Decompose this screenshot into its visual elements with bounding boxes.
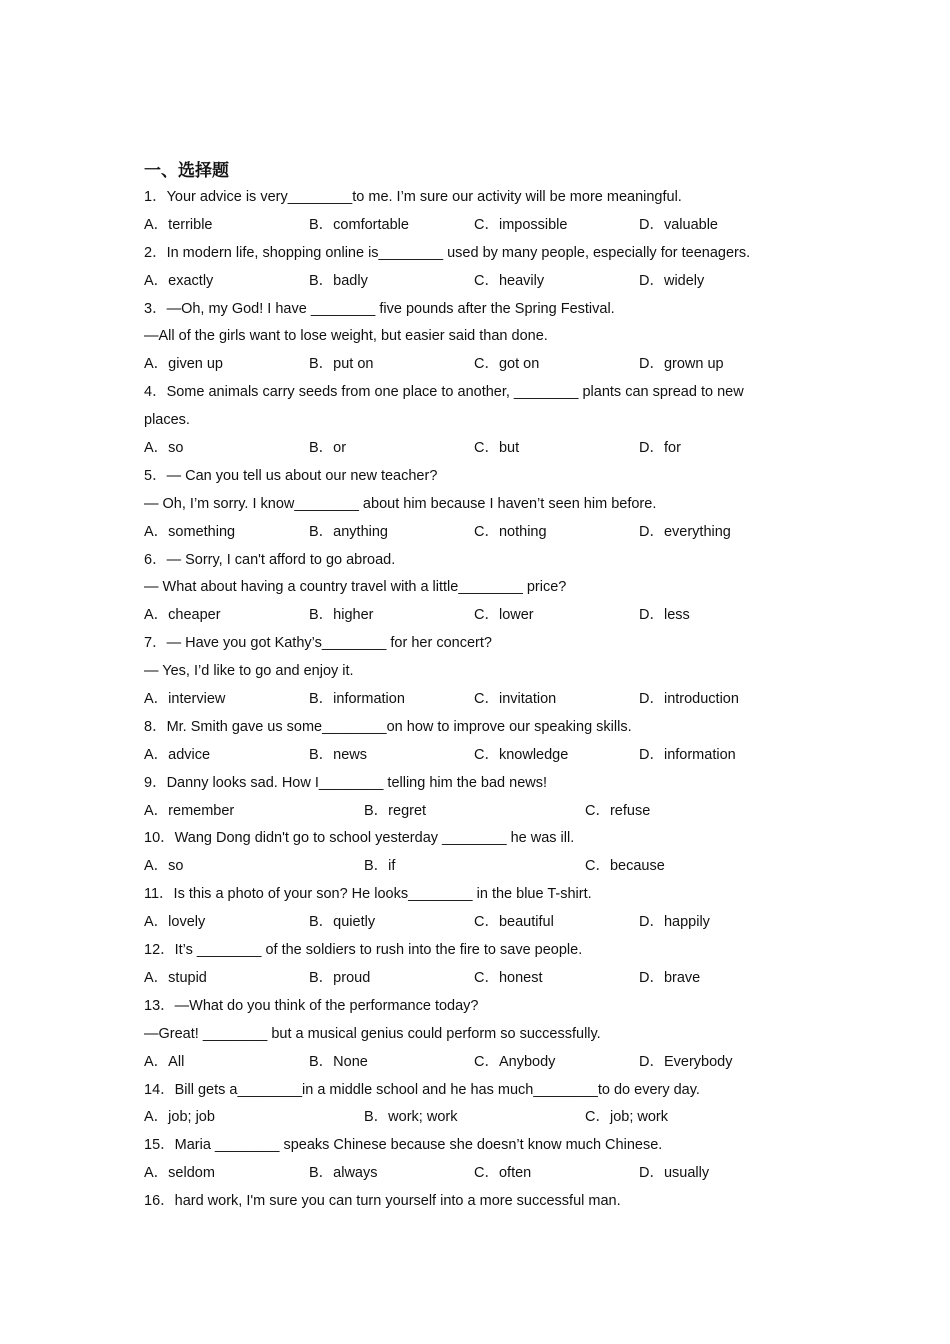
option-row [144,1049,824,1077]
question-stem: 11．Is this a photo of your son? He looks________ in the blue T-shirt. [144,886,592,903]
option-row [144,686,824,714]
question-stem: 1．Your advice is very________to me. I’m sure our activity will be more meaningful. [144,189,682,205]
option-d[interactable]: D．grown up [639,356,724,373]
question-list [144,184,824,1216]
question-stem-continued: —All of the girls want to lose weight, but easier said than done. [144,328,548,345]
question-stem: 15．Maria ________ speaks Chinese because she doesn’t know much Chinese. [144,1137,663,1154]
question-sheet [144,158,824,1216]
question-6 [144,547,824,631]
option-a[interactable]: A．something [144,523,236,540]
question-stem: 12．It’s ________ of the soldiers to rush into the fire to save people. [144,942,583,959]
question-stem: 6．— Sorry, I can't afford to go abroad. [144,551,396,568]
question-4 [144,379,824,463]
option-a[interactable]: A．cheaper [144,607,221,624]
question-11 [144,881,824,937]
option-c[interactable]: C．heavily [474,272,545,289]
option-c[interactable]: C．but [474,440,520,457]
option-row [144,1104,824,1132]
option-b[interactable]: B．or [309,440,347,457]
question-stem: 10．Wang Dong didn't go to school yesterday ________ he was ill. [144,830,575,847]
question-stem: 16．hard work, I'm sure you can turn yourself into a more successful man. [144,1193,621,1210]
question-stem: 7．— Have you got Kathy’s________ for her concert? [144,635,492,652]
option-a[interactable]: A．remember [144,802,235,819]
option-row [144,351,824,379]
question-3 [144,296,824,380]
option-d[interactable]: D．less [639,607,690,624]
option-b[interactable]: B．regret [364,802,427,819]
option-b[interactable]: B．badly [309,272,368,289]
question-stem: 9．Danny looks sad. How I________ telling him the bad news! [144,774,548,791]
option-c[interactable]: C．Anybody [474,1053,556,1070]
question-5 [144,463,824,547]
option-row [144,909,824,937]
question-7 [144,630,824,714]
option-c[interactable]: C．often [474,1165,532,1182]
option-b[interactable]: B．quietly [309,914,376,931]
option-c[interactable]: C．impossible [474,216,568,233]
option-a[interactable]: A．stupid [144,969,207,986]
option-d[interactable]: D．everything [639,523,731,540]
option-row [144,519,824,547]
option-d[interactable]: D．introduction [639,691,739,708]
option-c[interactable]: C．job; work [585,1109,668,1126]
question-stem: 13．—What do you think of the performance today? [144,997,479,1014]
question-stem: 3．—Oh, my God! I have ________ five pounds after the Spring Festival. [144,300,615,317]
option-b[interactable]: B．if [364,858,396,875]
question-stem-continued: —Great! ________ but a musical genius could perform so successfully. [144,1025,601,1042]
option-row [144,853,824,881]
option-d[interactable]: D．information [639,746,736,763]
option-row [144,965,824,993]
question-15 [144,1132,824,1188]
option-row [144,268,824,296]
question-14 [144,1077,824,1133]
option-c[interactable]: C．invitation [474,691,557,708]
option-b[interactable]: B．higher [309,607,374,624]
option-d[interactable]: D．usually [639,1165,710,1182]
option-b[interactable]: B．work; work [364,1109,458,1126]
option-c[interactable]: C．beautiful [474,914,554,931]
option-c[interactable]: C．lower [474,607,534,624]
option-c[interactable]: C．got on [474,356,540,373]
question-stem: 2．In modern life, shopping online is________ used by many people, especially for teenagers. [144,244,751,261]
question-stem-continued: — What about having a country travel with a little________ price? [144,579,567,596]
option-row [144,212,824,240]
option-a[interactable]: A．interview [144,691,226,708]
option-row [144,435,824,463]
option-a[interactable]: A．advice [144,746,211,763]
option-c[interactable]: C．because [585,858,665,875]
option-row [144,1160,824,1188]
question-2 [144,240,824,296]
option-a[interactable]: A．given up [144,356,223,373]
option-b[interactable]: B．proud [309,969,371,986]
question-stem: 4．Some animals carry seeds from one place to another, ________ plants can spread to new [144,384,744,401]
option-a[interactable]: A．so [144,440,184,457]
question-stem: 14．Bill gets a________in a middle school and he has much________to do every day. [144,1081,700,1098]
option-a[interactable]: A．job; job [144,1109,215,1126]
option-d[interactable]: D．for [639,440,681,457]
option-c[interactable]: C．honest [474,969,543,986]
option-row [144,798,824,826]
option-a[interactable]: A．so [144,858,184,875]
question-stem-continued: — Yes, I’d like to go and enjoy it. [144,663,354,680]
option-a[interactable]: A．terrible [144,216,213,233]
option-row [144,602,824,630]
option-d[interactable]: D．Everybody [639,1053,733,1070]
question-10 [144,825,824,881]
option-a[interactable]: A．All [144,1053,185,1070]
option-a[interactable]: A．exactly [144,272,214,289]
option-row [144,742,824,770]
option-b[interactable]: B．information [309,691,405,708]
option-b[interactable]: B．always [309,1165,378,1182]
option-b[interactable]: B．comfortable [309,216,409,233]
option-a[interactable]: A．seldom [144,1165,215,1182]
option-b[interactable]: B．anything [309,523,388,540]
question-12 [144,937,824,993]
option-b[interactable]: B．put on [309,356,374,373]
question-9 [144,770,824,826]
option-c[interactable]: C．refuse [585,802,651,819]
option-d[interactable]: D．valuable [639,216,718,233]
option-a[interactable]: A．lovely [144,914,206,931]
question-16 [144,1188,824,1216]
option-b[interactable]: B．news [309,746,368,763]
question-stem: 8．Mr. Smith gave us some________on how to improve our speaking skills. [144,718,632,735]
question-stem-continued: — Oh, I’m sorry. I know________ about him because I haven’t seen him before. [144,495,657,512]
question-stem-continued: places. [144,412,190,429]
option-d[interactable]: D．happily [639,914,710,931]
option-c[interactable]: C．nothing [474,523,547,540]
option-d[interactable]: D．widely [639,272,705,289]
question-stem: 5．— Can you tell us about our new teacher? [144,467,438,484]
question-13 [144,993,824,1077]
section-title: 一、选择题 [144,161,229,181]
question-1 [144,184,824,240]
option-c[interactable]: C．knowledge [474,746,569,763]
question-8 [144,714,824,770]
option-d[interactable]: D．brave [639,969,701,986]
option-b[interactable]: B．None [309,1053,368,1070]
